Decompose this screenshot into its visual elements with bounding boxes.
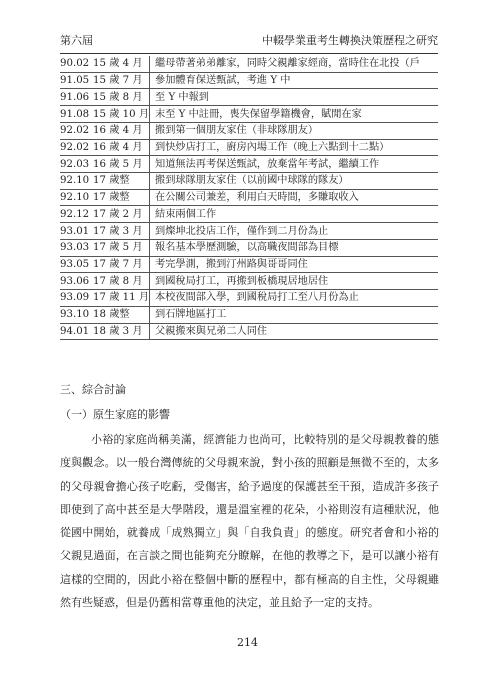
row-age: 15 歲 7 月: [90, 72, 150, 89]
row-date: 93.01: [60, 223, 90, 240]
row-date: 92.03: [60, 156, 90, 173]
table-row: [60, 206, 438, 223]
row-date: 91.05: [60, 72, 90, 89]
table-row: [60, 290, 438, 307]
row-date: 93.06: [60, 273, 90, 290]
row-date: 93.10: [60, 306, 90, 323]
table-row: [60, 72, 438, 89]
row-date: 93.05: [60, 256, 90, 273]
row-event: 結束兩個工作: [150, 206, 438, 223]
subsection-title: （一）原生家庭的影響: [60, 408, 170, 421]
table-row: [60, 323, 438, 340]
row-event: 到國稅局打工，再搬到板橋現居地居住: [150, 273, 438, 290]
row-age: 15 歲 10 月: [90, 106, 150, 123]
header-paper-title: 中輟學業重考生轉換決策歷程之研究: [262, 34, 438, 47]
row-date: 93.09: [60, 290, 90, 307]
row-age: 16 歲 4 月: [90, 122, 150, 139]
body-paragraph: 小裕的家庭尚稱美滿，經濟能力也尚可，比較特別的是父母親教養的態度與觀念。以一般台灣傳統的父母親來說，對小孩的照顧是無微不至的，太多的父母親會擔心孩子吃虧，受傷害，給予過度的保護甚至干預，造成許多孩子即使到了高中甚至是大學階段，還是溫室裡的花朵，小裕則沒有這種狀況，他從國中開始，就養成「成熟獨立」與「自我負責」的態度。研究者會和小裕的父親見過面，在言談之間也能夠充分瞭解，在他的教導之下，是可以讓小裕有這樣的空間的，因此小裕在整個中斷的歷程中，都有極高的自主性，父母親雖然有些疑惑，但是仍舊相當尊重他的決定，並且給予一定的支持。: [60, 433, 439, 610]
row-date: 90.02: [60, 56, 90, 72]
row-age: 17 歲 3 月: [90, 223, 150, 240]
row-age: 17 歲 11 月: [90, 290, 150, 307]
row-age: 15 歲 8 月: [90, 89, 150, 106]
table-row: [60, 239, 438, 256]
table-row: [60, 56, 438, 72]
table-row: [60, 122, 438, 139]
table-row: [60, 306, 438, 323]
row-age: 17 歲 5 月: [90, 239, 150, 256]
page-header: [60, 33, 438, 49]
row-age: 15 歲 4 月: [90, 56, 150, 72]
row-date: 94.01: [60, 323, 90, 340]
row-event: 本校夜間部入學，到國稅局打工至八月份為止: [150, 290, 438, 307]
row-event: 末至 Y 中註冊，喪失保留學籍機會，賦閒在家: [150, 106, 438, 123]
table-row: [60, 106, 438, 123]
row-event: 到快炒店打工，廚房內場工作（晚上六點到十二點）: [150, 139, 438, 156]
header-edition: 第六屆: [60, 34, 93, 47]
row-date: 92.10: [60, 189, 90, 206]
row-event: 在公關公司兼差，利用白天時間，多賺取收入: [150, 189, 438, 206]
table-row: [60, 89, 438, 106]
row-age: 17 歲整: [90, 189, 150, 206]
row-event: 考完學測，搬到汀州路與哥哥同住: [150, 256, 438, 273]
row-event: 知道無法再考保送甄試，放棄當年考試，繼續工作: [150, 156, 438, 173]
row-event: 至 Y 中報到: [150, 89, 438, 106]
row-event: 父親搬來與兄弟二人同住: [150, 323, 438, 340]
table-row: [60, 173, 438, 190]
table-row: [60, 156, 438, 173]
table-row: [60, 256, 438, 273]
row-event: 搬到球隊朋友家住（以前國中球隊的隊友）: [150, 173, 438, 190]
row-date: 92.10: [60, 173, 90, 190]
row-age: 17 歲 8 月: [90, 273, 150, 290]
row-age: 17 歲整: [90, 173, 150, 190]
row-event: 報名基本學歷測驗，以高職夜間部為目標: [150, 239, 438, 256]
timeline-body: [60, 56, 438, 340]
table-row: [60, 273, 438, 290]
section-title: 三、綜合討論: [60, 383, 126, 396]
table-row: [60, 189, 438, 206]
table-row: [60, 223, 438, 240]
row-event: 參加體育保送甄試，考進 Y 中: [150, 72, 438, 89]
timeline-table: [60, 56, 438, 340]
table-row: [60, 139, 438, 156]
row-date: 91.06: [60, 89, 90, 106]
row-date: 91.08: [60, 106, 90, 123]
row-age: 17 歲 7 月: [90, 256, 150, 273]
row-date: 92.02: [60, 122, 90, 139]
row-event: 到石牌地區打工: [150, 306, 438, 323]
row-age: 18 歲 3 月: [90, 323, 150, 340]
row-age: 18 歲整: [90, 306, 150, 323]
page-number: 214: [237, 636, 258, 649]
row-age: 16 歲 4 月: [90, 139, 150, 156]
row-date: 92.02: [60, 139, 90, 156]
row-age: 16 歲 5 月: [90, 156, 150, 173]
header-rule: [60, 53, 438, 54]
row-event: 到燦坤北投店工作，僅作到二月份為止: [150, 223, 438, 240]
row-date: 92.12: [60, 206, 90, 223]
row-event: 繼母帶著弟弟離家，同時父親離家經商，當時住在北投（戶: [150, 56, 438, 72]
row-age: 17 歲 2 月: [90, 206, 150, 223]
row-event: 搬到第一個朋友家住（非球隊朋友）: [150, 122, 438, 139]
row-date: 93.03: [60, 239, 90, 256]
